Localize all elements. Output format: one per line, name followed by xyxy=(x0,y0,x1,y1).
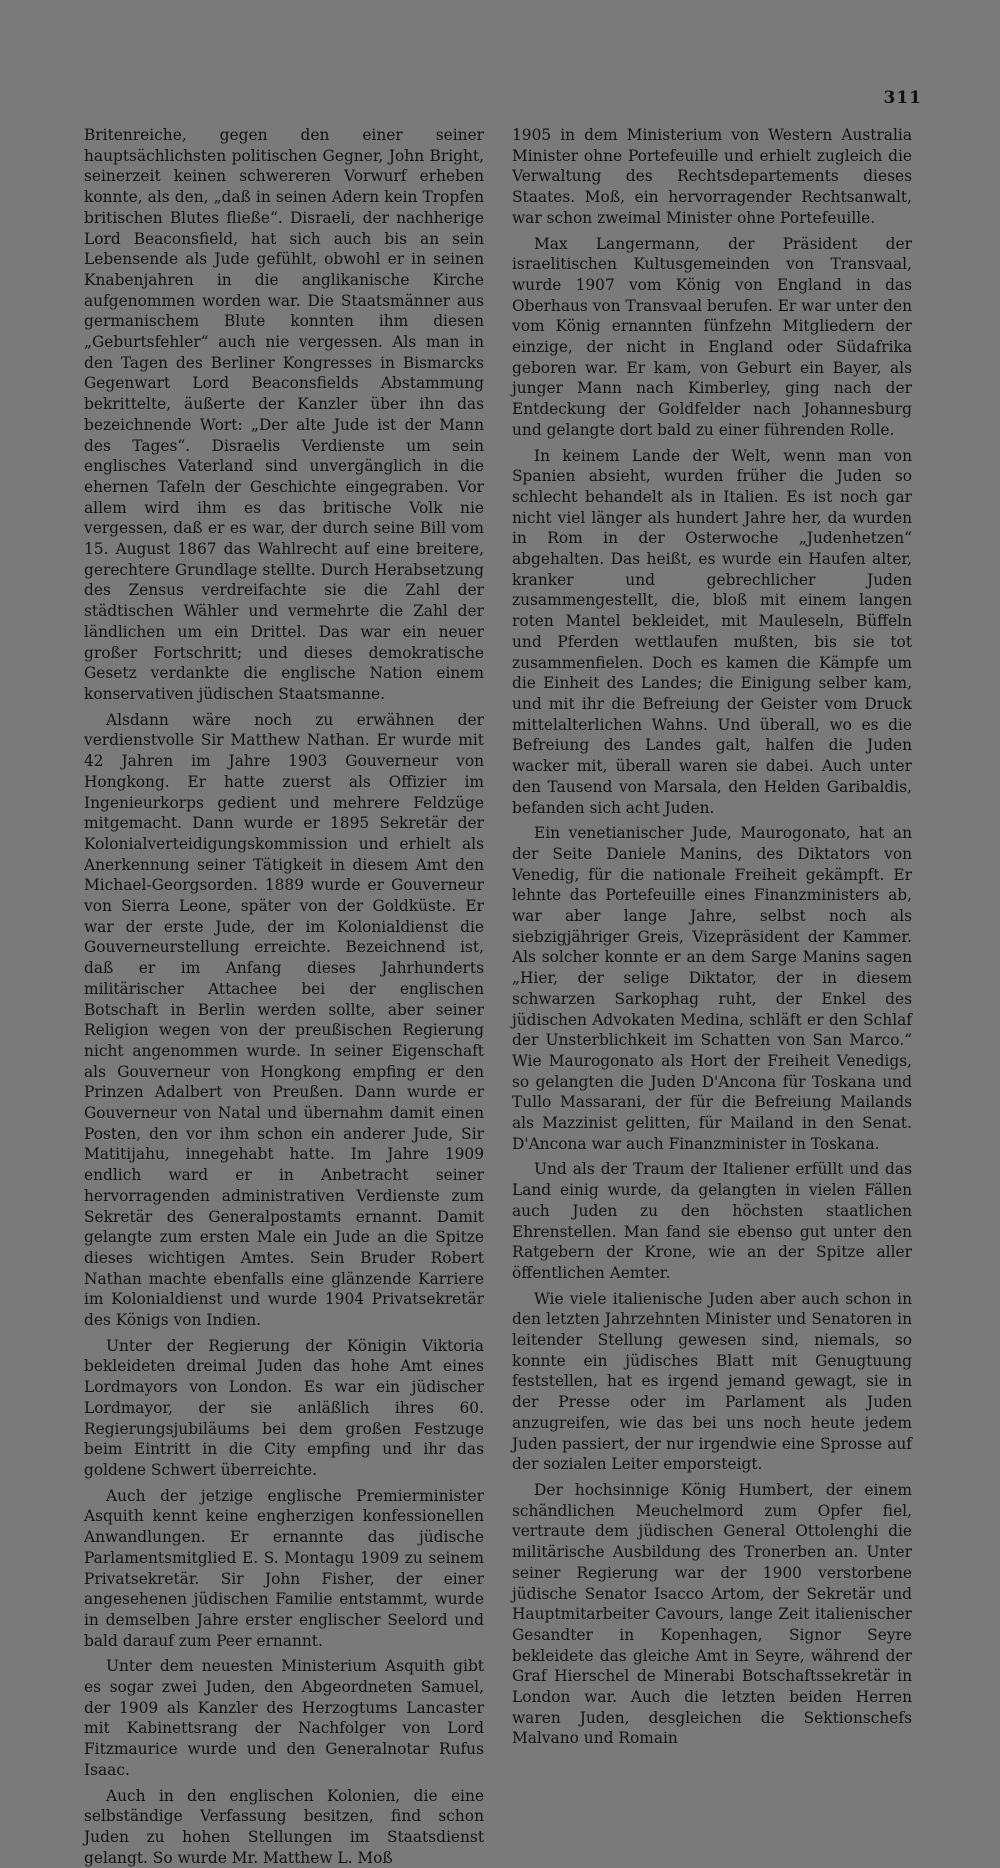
paragraph: Und als der Traum der Italiener erfüllt und das Land einig wurde, da gelangten in vielen Fällen auch Juden zu den höchsten staatlichen Ehrenstellen. Man fand sie ebenso gut unter den Ratgebern der Krone, wie an der Spitze aller öffentlichen Aemter. xyxy=(512,1160,912,1282)
paragraph: 1905 in dem Ministerium von Western Australia Minister ohne Portefeuille und erhielt zugleich die Verwaltung des Rechtsdepartements dieses Staates. Moß, ein hervorragender Rechtsanwalt, war schon zweimal Minister ohne Portefeuille. xyxy=(512,126,912,227)
paragraph: Unter dem neuesten Ministerium Asquith gibt es sogar zwei Juden, den Abgeordneten Samuel, der 1909 als Kanzler des Herzogtums Lancaster mit Kabinettsrang der Nachfolger von Lord Fitzmaurice wurde und den Generalnotar Rufus Isaac. xyxy=(84,1657,484,1779)
paragraph: Britenreiche, gegen den einer seiner hauptsächlichsten politischen Gegner, John Bright, seinerzeit keinen schwereren Vorwurf erheben konnte, als den, „daß in seinen Adern kein Tropfen britischen Blutes fließe“. Disraeli, der nachherige Lord Beaconsfield, hat sich auch bis an sein Lebensende als Jude gefühlt, obwohl er in seinen Knabenjahren in die anglikanische Kirche aufgenommen worden war. Die Staatsmänner aus germanischem Blute konnten ihm diesen „Geburtsfehler“ auch nie vergessen. Als man in den Tagen des Berliner Kongresses in Bismarcks Gegenwart Lord Beaconsfields Abstammung bekrittelte, äußerte der Kanzler über ihn das bezeichnende Wort: „Der alte Jude ist der Mann des Tages“. Disraelis Verdienste um sein englisches Vaterland sind unvergänglich in die ehernen Tafeln der Geschichte eingegraben. Vor allem wird ihm es das britische Volk nie vergessen, daß er es war, der durch seine Bill vom 15. August 1867 das Wahlrecht auf eine breitere, gerechtere Grundlage stellte. Durch Herabsetzung des Zensus verdreifachte sie die Zahl der städtischen Wähler und vermehrte die Zahl der ländlichen um ein Drittel. Das war ein neuer großer Fortschritt; und dieses demokratische Gesetz verdankte die englische Nation einem konservativen jüdischen Staatsmanne. xyxy=(84,126,484,703)
paragraph: Wie viele italienische Juden aber auch schon in den letzten Jahrzehnten Minister und Senatoren in leitender Stellung gewesen sind, niemals, so konnte ein jüdisches Blatt mit Genugtuung feststellen, hat es irgend jemand gewagt, sie in der Presse oder im Parlament als Juden anzugreifen, wie das bei uns noch heute jedem Juden passiert, der nur irgendwie eine Sprosse auf der sozialen Leiter emporsteigt. xyxy=(512,1289,912,1474)
paragraph: Auch der jetzige englische Premierminister Asquith kennt keine engherzigen konfessionellen Anwandlungen. Er ernannte das jüdische Parlamentsmitglied E. S. Montagu 1909 zu seinem Privatsekretär. Sir John Fisher, der einer angesehenen jüdischen Familie entstammt, wurde in demselben Jahre erster englischer Seelord und bald darauf zum Peer ernannt. xyxy=(84,1486,484,1650)
paragraph: Ein venetianischer Jude, Maurogonato, hat an der Seite Daniele Manins, des Diktators von Venedig, für die nationale Freiheit gekämpft. Er lehnte das Portefeuille eines Finanzministers ab, war aber lange Jahre, selbst noch als siebzigjähriger Greis, Vizepräsident der Kammer. Als solcher konnte er an dem Sarge Manins sagen „Hier, der selige Diktator, der in diesem schwarzen Sarkophag ruht, der Enkel des jüdischen Advokaten Medina, schläft er den Schlaf der Unsterblichkeit im Schatten von San Marco.“ Wie Maurogonato als Hort der Freiheit Venedigs, so gelangten die Juden D'Ancona für Toskana und Tullo Massarani, der für die Befreiung Mailands als Mazzinist gelitten, für Mailand in den Senat. D'Ancona war auch Finanzminister in Toskana. xyxy=(512,824,912,1153)
paragraph: Unter der Regierung der Königin Viktoria bekleideten dreimal Juden das hohe Amt eines Lordmayors von London. Es war ein jüdischer Lordmayor, der sie anläßlich ihres 60. Regierungsjubiläums bei dem großen Festzuge beim Eintritt in die City empfing und ihr das goldene Schwert überreichte. xyxy=(84,1336,484,1479)
paragraph: In keinem Lande der Welt, wenn man von Spanien absieht, wurden früher die Juden so schlecht behandelt als in Italien. Es ist noch gar nicht viel länger als hundert Jahre her, da wurden in Rom in der Osterwoche „Judenhetzen“ abgehalten. Das heißt, es wurde ein Haufen alter, kranker und gebrechlicher Juden zusammengestellt, die, bloß mit einem langen roten Mantel bekleidet, mit Mauleseln, Büffeln und Pferden wettlaufen mußten, bis sie tot zusammenfielen. Doch es kamen die Kämpfe um die Einheit des Landes; die Einigung selber kam, und mit ihr die Befreiung der Geister vom Druck mittelalterlichen Wahns. Und überall, wo es die Befreiung des Landes galt, halfen die Juden wacker mit, überall waren sie dabei. Auch unter den Tausend von Marsala, den Helden Garibaldis, befanden sich acht Juden. xyxy=(512,446,912,817)
paragraph: Max Langermann, der Präsident der israelitischen Kultusgemeinden von Transvaal, wurde 1907 vom König von England in das Oberhaus von Transvaal berufen. Er war unter den vom König ernannten fünfzehn Mitgliedern der einzige, der nicht in England oder Südafrika geboren war. Er kam, von Geburt ein Bayer, als junger Mann nach Kimberley, ging nach der Entdeckung der Goldfelder nach Johannesburg und gelangte dort bald zu einer führenden Rolle. xyxy=(512,234,913,439)
page-number: 311 xyxy=(883,88,922,108)
left-column xyxy=(84,125,484,1868)
paragraph: Auch in den englischen Kolonien, die eine selbständige Verfassung besitzen, find schon Juden zu hohen Stellungen im Staatsdienst gelangt. So wurde Mr. Matthew L. Moß xyxy=(84,1786,484,1867)
paragraph: Alsdann wäre noch zu erwähnen der verdienstvolle Sir Matthew Nathan. Er wurde mit 42 Jahren im Jahre 1903 Gouverneur von Hongkong. Er hatte zuerst als Offizier im Ingenieurkorps gedient und mehrere Feldzüge mitgemacht. Dann wurde er 1895 Sekretär der Kolonialverteidigungskommission und erhielt als Anerkennung seiner Tätigkeit in diesem Amt den Michael-Georgsorden. 1889 wurde er Gouverneur von Sierra Leone, später von der Goldküste. Er war der erste Jude, der im Kolonialdienst die Gouverneurstellung erreichte. Bezeichnend ist, daß er im Anfang dieses Jahrhunderts militärischer Attachee bei der englischen Botschaft in Berlin werden sollte, aber seiner Religion wegen von der preußischen Regierung nicht angenommen wurde. In seiner Eigenschaft als Gouverneur von Hongkong empfing er den Prinzen Adalbert von Preußen. Dann wurde er Gouverneur von Natal und übernahm damit einen Posten, den vor ihm schon ein anderer Jude, Sir Matitijahu, innegehabt hatte. Im Jahre 1909 endlich ward er in Anbetracht seiner hervorragenden administrativen Verdienste zum Sekretär des Generalpostamts ernannt. Damit gelangte zum ersten Male ein Jude an die Spitze dieses wichtigen Amtes. Sein Bruder Robert Nathan machte ebenfalls eine glänzende Karriere im Kolonialdienst und wurde 1904 Privatsekretär des Königs von Indien. xyxy=(84,710,484,1330)
right-column xyxy=(512,125,912,1749)
paragraph: Der hochsinnige König Humbert, der einem schändlichen Meuchelmord zum Opfer fiel, vertraute dem jüdischen General Ottolenghi die militärische Ausbildung des Tronerben an. Unter seiner Regierung war der 1900 verstorbene jüdische Senator Isacco Artom, der Sekretär und Hauptmitarbeiter Cavours, lange Zeit italienischer Gesandter in Kopenhagen, Signor Seyre bekleidete das gleiche Amt in Seyre, während der Graf Hierschel de Minerabi Botschaftssekretär in London war. Auch die letzten beiden Herren waren Juden, desgleichen die Sektionschefs Malvano und Romain xyxy=(512,1481,912,1748)
